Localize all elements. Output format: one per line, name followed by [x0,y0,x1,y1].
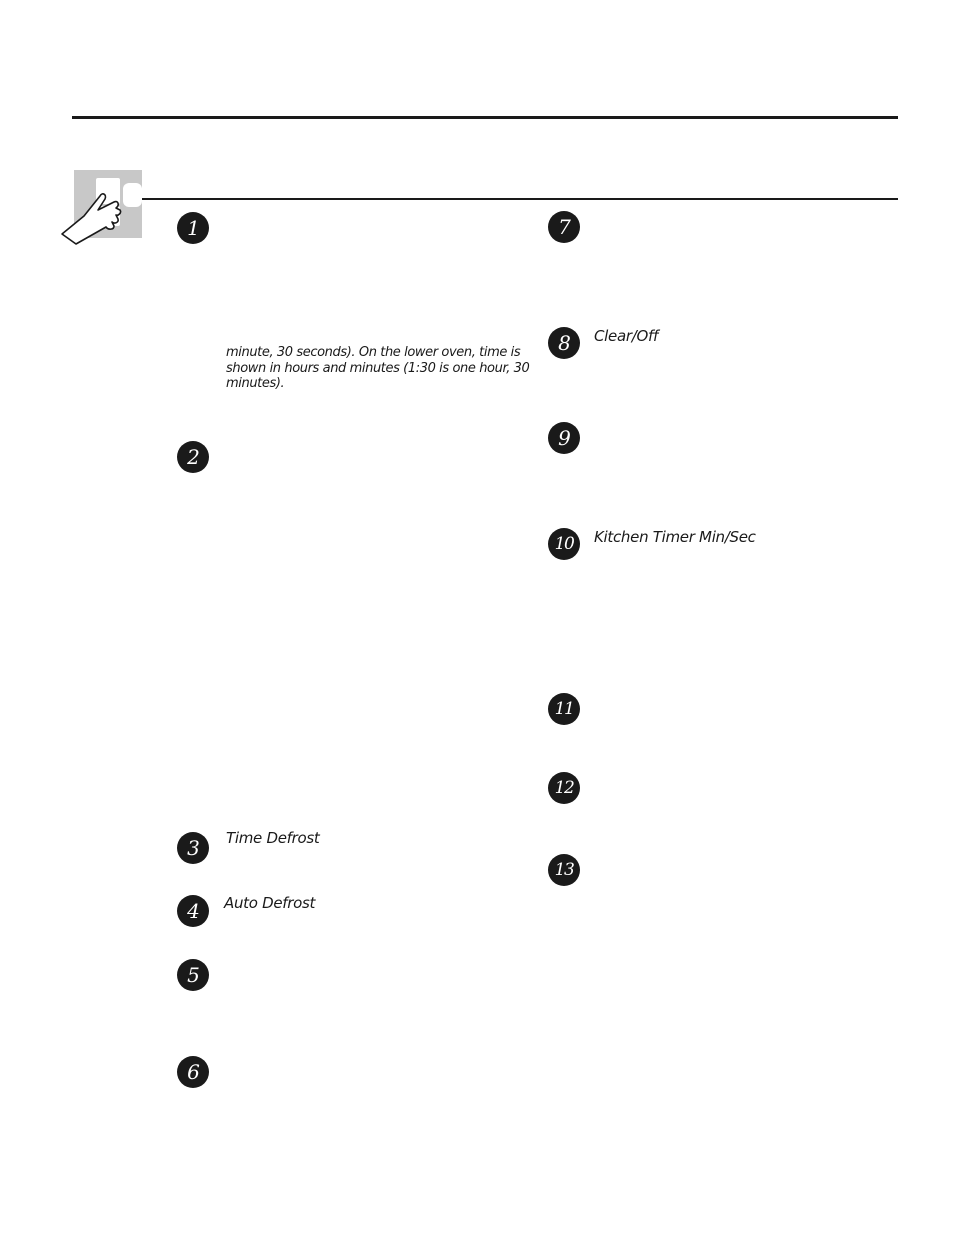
hand-pointer-icon [56,168,146,248]
time-defrost-label: Time Defrost [226,829,320,847]
step-12-badge: 12 [548,772,580,804]
step-9-badge: 9 [548,422,580,454]
step-4-badge: 4 [177,895,209,927]
step-8-badge: 8 [548,327,580,359]
step-1-badge: 1 [177,212,209,244]
step-11-badge: 11 [548,693,580,725]
step-1-text: minute, 30 seconds). On the lower oven, time is shown in hours and minutes (1:30 is one hour, 30 minutes). [226,345,530,391]
step-6-badge: 6 [177,1056,209,1088]
step-3-badge: 3 [177,832,209,864]
step-2-badge: 2 [177,441,209,473]
kitchen-timer-label: Kitchen Timer Min/Sec [594,528,756,546]
step-7-badge: 7 [548,211,580,243]
step-10-badge: 10 [548,528,580,560]
step-13-badge: 13 [548,854,580,886]
step-5-badge: 5 [177,959,209,991]
top-rule [72,116,898,119]
clear-off-label: Clear/Off [594,327,658,345]
auto-defrost-label: Auto Defrost [224,894,316,912]
section-rule [142,198,898,200]
